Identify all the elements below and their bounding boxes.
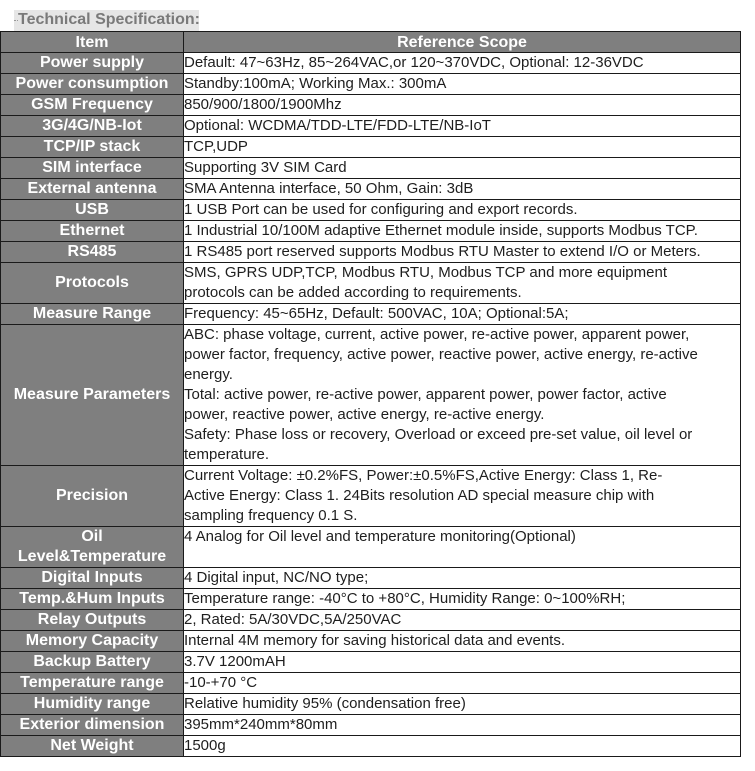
spec-value (184, 568, 741, 589)
spec-value (184, 610, 741, 631)
spec-value (184, 631, 741, 652)
spec-value-line: 395mm*240mm*80mm (184, 716, 338, 733)
header-item: Item (1, 32, 184, 53)
spec-value-line: power, reactive power, active energy, re-active energy. (184, 406, 545, 423)
spec-item-label (1, 736, 184, 757)
spec-item-label (1, 694, 184, 715)
table-row (1, 466, 741, 527)
spec-item-label-line: Ethernet (59, 222, 125, 239)
spec-value (184, 242, 741, 263)
spec-item-label (1, 53, 184, 74)
spec-item-label-line: Exterior dimension (19, 716, 165, 733)
spec-value-line: Active Energy: Class 1. 24Bits resolution AD special measure chip with (184, 487, 655, 504)
spec-item-label (1, 304, 184, 325)
spec-item-label (1, 221, 184, 242)
spec-table (0, 31, 741, 757)
spec-item-label (1, 673, 184, 694)
spec-value (184, 736, 741, 757)
spec-value (184, 466, 741, 527)
spec-value-line: 3.7V 1200mAH (184, 653, 286, 670)
spec-item-label-line: SIM interface (42, 159, 142, 176)
spec-value (184, 53, 741, 74)
table-row (1, 673, 741, 694)
spec-item-label (1, 242, 184, 263)
table-row (1, 715, 741, 736)
table-row (1, 200, 741, 221)
table-row (1, 242, 741, 263)
spec-item-label (1, 158, 184, 179)
spec-value (184, 95, 741, 116)
spec-value-line: TCP,UDP (184, 138, 248, 155)
table-row (1, 137, 741, 158)
spec-value-line: Current Voltage: ±0.2%FS, Power:±0.5%FS,Active Energy: Class 1, Re- (184, 467, 663, 484)
spec-item-label-line: External antenna (27, 180, 157, 197)
spec-value-line: 2, Rated: 5A/30VDC,5A/250VAC (184, 611, 402, 628)
spec-value (184, 589, 741, 610)
spec-item-label (1, 527, 184, 568)
spec-value-line: -10-+70 °C (184, 674, 258, 691)
table-row (1, 631, 741, 652)
spec-item-label-line: Digital Inputs (41, 569, 143, 586)
spec-item-label (1, 179, 184, 200)
spec-value-line: SMA Antenna interface, 50 Ohm, Gain: 3dB (184, 180, 474, 197)
spec-value-line: Optional: WCDMA/TDD-LTE/FDD-LTE/NB-IoT (184, 117, 491, 134)
table-row (1, 263, 741, 304)
spec-value-line: Frequency: 45~65Hz, Default: 500VAC, 10A; Optional:5A; (184, 305, 569, 322)
spec-value-line: Total: active power, re-active power, apparent power, power factor, active (184, 386, 667, 403)
spec-value (184, 527, 741, 568)
spec-value (184, 263, 741, 304)
spec-item-label (1, 715, 184, 736)
spec-item-label-line: Relay Outputs (37, 611, 147, 628)
spec-item-label (1, 589, 184, 610)
table-row (1, 179, 741, 200)
table-row (1, 74, 741, 95)
spec-item-label-line: Oil (81, 528, 103, 545)
table-row (1, 694, 741, 715)
table-row (1, 221, 741, 242)
spec-item-label (1, 325, 184, 466)
spec-item-label (1, 263, 184, 304)
spec-value-line: 850/900/1800/1900Mhz (184, 96, 342, 113)
spec-value-line: 1 Industrial 10/100M adaptive Ethernet module inside, supports Modbus TCP. (184, 222, 698, 239)
table-row (1, 116, 741, 137)
spec-item-label (1, 631, 184, 652)
spec-value (184, 694, 741, 715)
spec-item-label-line: GSM Frequency (31, 96, 153, 113)
spec-item-label (1, 95, 184, 116)
spec-item-label-line: Memory Capacity (25, 632, 159, 649)
spec-value-line: Supporting 3V SIM Card (184, 159, 347, 176)
table-row (1, 304, 741, 325)
spec-value-line: sampling frequency 0.1 S. (184, 507, 358, 524)
spec-item-label (1, 74, 184, 95)
spec-value-line: SMS, GPRS UDP,TCP, Modbus RTU, Modbus TCP and more equipment (184, 264, 667, 281)
spec-item-label (1, 200, 184, 221)
table-row (1, 325, 741, 466)
table-row (1, 53, 741, 74)
spec-value-line: protocols can be added according to requirements. (184, 284, 522, 301)
spec-item-label-line: USB (75, 201, 109, 218)
spec-value-line: temperature. (184, 446, 270, 463)
spec-item-label (1, 137, 184, 158)
spec-value-line: ABC: phase voltage, current, active power, re-active power, apparent power, (184, 326, 690, 343)
spec-value (184, 673, 741, 694)
spec-value (184, 74, 741, 95)
spec-value (184, 116, 741, 137)
spec-value-line: 1500g (184, 737, 226, 754)
spec-item-label-line: Measure Parameters (13, 386, 171, 403)
spec-item-label (1, 568, 184, 589)
spec-item-label (1, 116, 184, 137)
spec-value-line: power factor, frequency, active power, reactive power, active energy, re-active (184, 346, 698, 363)
spec-value (184, 179, 741, 200)
table-row (1, 736, 741, 757)
spec-item-label (1, 652, 184, 673)
spec-item-label-line: Power consumption (15, 75, 169, 92)
spec-item-label-line: Precision (55, 487, 129, 504)
spec-value-line: 4 Analog for Oil level and temperature monitoring(Optional) (184, 528, 576, 545)
spec-item-label (1, 466, 184, 527)
spec-item-label-line: Power supply (39, 54, 145, 71)
spec-item-label-line: Temp.&Hum Inputs (19, 590, 165, 607)
spec-value (184, 715, 741, 736)
spec-item-label-line: 3G/4G/NB-Iot (42, 117, 142, 134)
spec-value (184, 137, 741, 158)
spec-item-label-line: Protocols (55, 274, 129, 291)
spec-value (184, 652, 741, 673)
spec-item-label-line: Net Weight (50, 737, 134, 754)
spec-value (184, 158, 741, 179)
table-header-row (1, 32, 741, 53)
header-reference-scope: Reference Scope (184, 32, 741, 53)
spec-value (184, 304, 741, 325)
spec-value-line: Safety: Phase loss or recovery, Overload or exceed pre-set value, oil level or (184, 426, 693, 443)
table-row (1, 95, 741, 116)
table-row (1, 589, 741, 610)
spec-value-line: 4 Digital input, NC/NO type; (184, 569, 369, 586)
page-title: Technical Specification: (18, 11, 200, 28)
spec-item-label-line: Temperature range (20, 674, 164, 691)
table-row (1, 610, 741, 631)
spec-item-label-line: Backup Battery (33, 653, 151, 670)
spec-value-line: Temperature range: -40°C to +80°C, Humidity Range: 0~100%RH; (184, 590, 626, 607)
table-row (1, 568, 741, 589)
spec-item-label-line: Measure Range (32, 305, 152, 322)
spec-item-label-line: Level&Temperature (17, 548, 167, 565)
spec-item-label-line: Humidity range (33, 695, 151, 712)
spec-value (184, 221, 741, 242)
spec-value-line: 1 RS485 port reserved supports Modbus RTU Master to extend I/O or Meters. (184, 243, 701, 260)
spec-table-body (1, 53, 741, 757)
spec-value-line: Default: 47~63Hz, 85~264VAC,or 120~370VDC, Optional: 12-36VDC (184, 54, 644, 71)
spec-value-line: Relative humidity 95% (condensation free) (184, 695, 466, 712)
spec-value-line: energy. (184, 366, 233, 383)
spec-item-label-line: TCP/IP stack (43, 138, 141, 155)
title-banner (14, 10, 199, 31)
spec-value (184, 325, 741, 466)
spec-value-line: 1 USB Port can be used for configuring and export records. (184, 201, 578, 218)
spec-value-line: Standby:100mA; Working Max.: 300mA (184, 75, 447, 92)
spec-value (184, 200, 741, 221)
spec-value-line: Internal 4M memory for saving historical data and events. (184, 632, 566, 649)
spec-item-label (1, 610, 184, 631)
table-row (1, 527, 741, 568)
table-row (1, 158, 741, 179)
table-row (1, 652, 741, 673)
spec-item-label-line: RS485 (67, 243, 117, 260)
